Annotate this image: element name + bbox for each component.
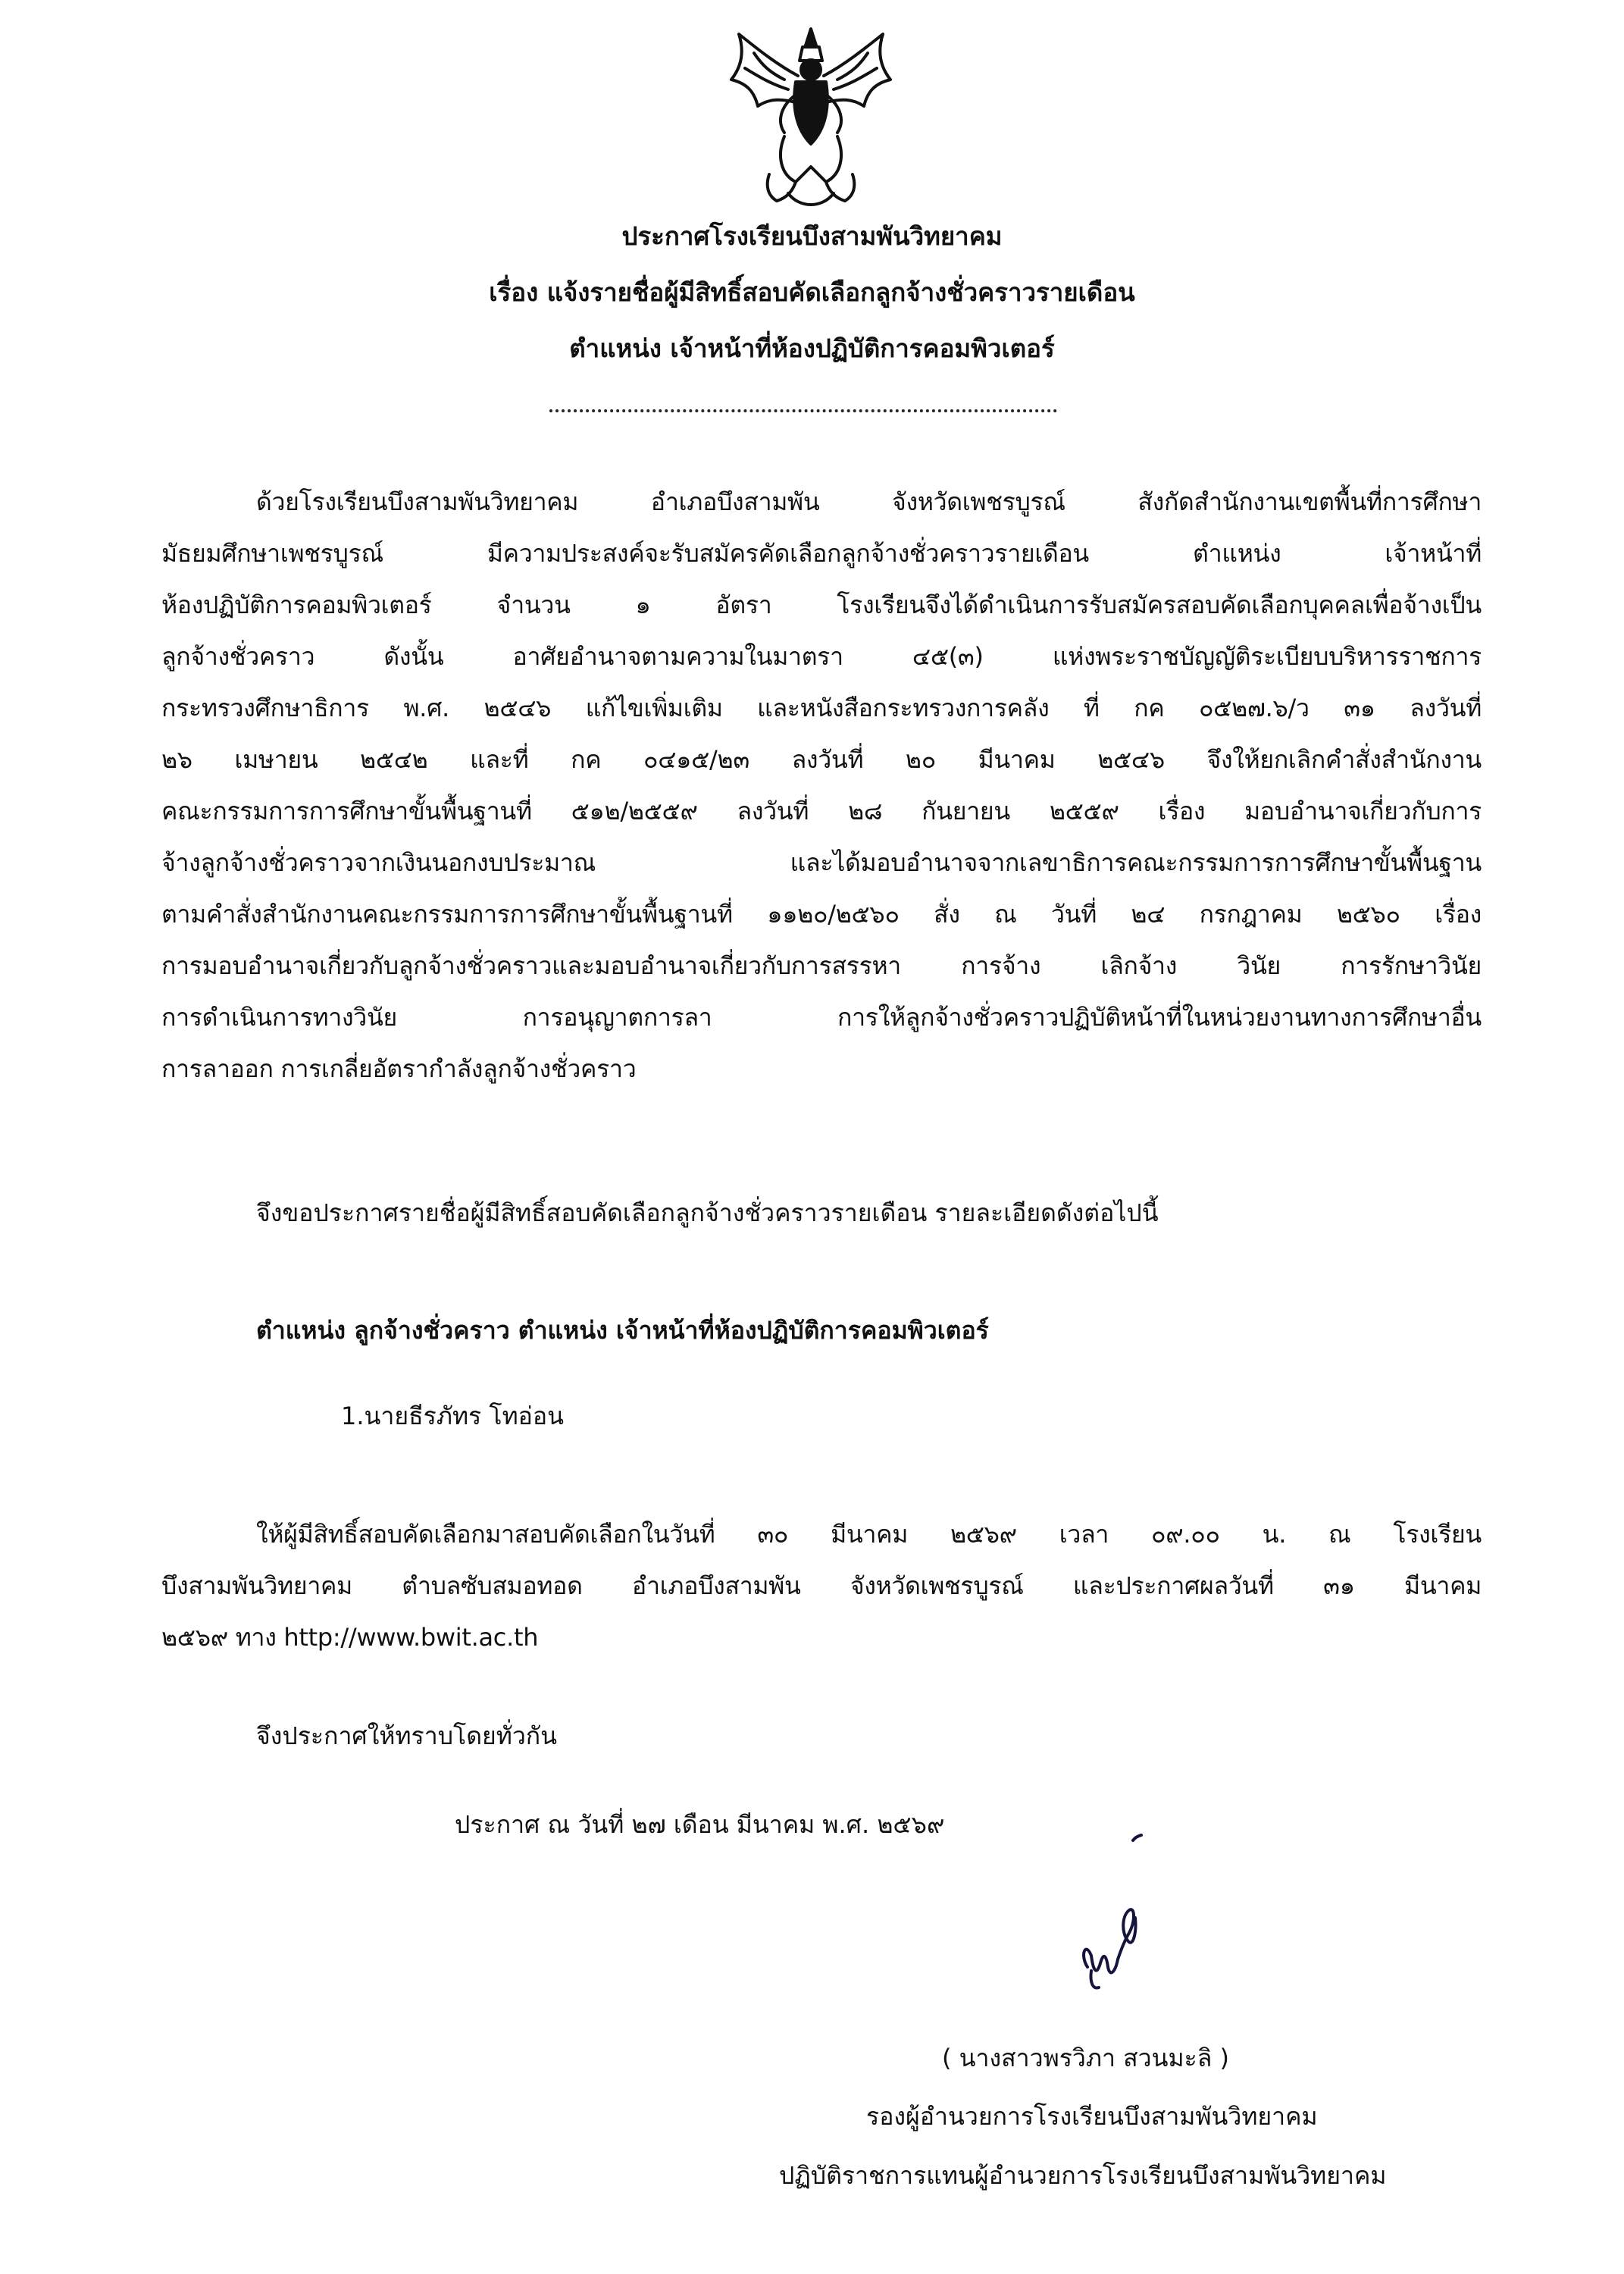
paragraph-line: จ้างลูกจ้างชั่วคราวจากเงินนอกงบประมาณ และได้มอบอำนาจจากเลขาธิการคณะกรรมการการศึกษาขั้นพื้นฐาน [161, 848, 1482, 877]
paragraph-line: ให้ผู้มีสิทธิ์สอบคัดเลือกมาสอบคัดเลือกในวันที่ ๓๐ มีนาคม ๒๕๖๙ เวลา ๐๙.๐๐ น. ณ โรงเรียน [256, 1520, 1482, 1549]
announcement-date: ประกาศ ณ วันที่ ๒๗ เดือน มีนาคม พ.ศ. ๒๕๖๙ [455, 1810, 945, 1839]
paragraph-line: คณะกรรมการการศึกษาขั้นพื้นฐานที่ ๕๑๒/๒๕๕๙ ลงวันที่ ๒๘ กันยายน ๒๕๕๙ เรื่อง มอบอำนาจเกี่ยวกับการ [161, 797, 1482, 825]
dotted-divider [549, 409, 1057, 412]
paragraph-line: ห้องปฏิบัติการคอมพิวเตอร์ จำนวน ๑ อัตรา โรงเรียนจึงได้ดำเนินการรับสมัครสอบคัดเลือกบุคคลเพื่อจ้างเป็น [161, 590, 1482, 619]
handwritten-signature-icon [1046, 1827, 1190, 2016]
position-heading: ตำแหน่ง ลูกจ้างชั่วคราว ตำแหน่ง เจ้าหน้าที่ห้องปฏิบัติการคอมพิวเตอร์ [256, 1316, 989, 1345]
announcement-title: ประกาศโรงเรียนบึงสามพันวิทยาคม [621, 221, 1003, 251]
paragraph-line: ด้วยโรงเรียนบึงสามพันวิทยาคม อำเภอบึงสามพัน จังหวัดเพชรบูรณ์ สังกัดสำนักงานเขตพื้นที่การศึกษา [256, 487, 1482, 516]
body-paragraph-3 [161, 1508, 1482, 1663]
body-paragraph-1 [161, 476, 1482, 1095]
paragraph-line: มัธยมศึกษาเพชรบูรณ์ มีความประสงค์จะรับสมัครคัดเลือกลูกจ้างชั่วคราวรายเดือน ตำแหน่ง เจ้าหน้าที่ [161, 539, 1482, 568]
signer-title: รองผู้อำนวยการโรงเรียนบึงสามพันวิทยาคม [866, 2102, 1318, 2131]
paragraph-line: การดำเนินการทางวินัย การอนุญาตการลา การให้ลูกจ้างชั่วคราวปฏิบัติหน้าที่ในหน่วยงานทางการศึกษาอื่น [161, 1003, 1482, 1032]
paragraph-line: ลูกจ้างชั่วคราว ดังนั้น อาศัยอำนาจตามความในมาตรา ๔๕(๓) แห่งพระราชบัญญัติระเบียบบริหารราชการ [161, 642, 1482, 671]
announcement-position: ตำแหน่ง เจ้าหน้าที่ห้องปฏิบัติการคอมพิวเตอร์ [569, 334, 1055, 363]
paragraph-line: กระทรวงศึกษาธิการ พ.ศ. ๒๕๔๖ แก้ไขเพิ่มเติม และหนังสือกระทรวงการคลัง ที่ กค ๐๕๒๗.๖/ว ๓๑ ลงวันที่ [161, 694, 1482, 722]
paragraph-line: ตามคำสั่งสำนักงานคณะกรรมการการศึกษาขั้นพื้นฐานที่ ๑๑๒๐/๒๕๖๐ สั่ง ณ วันที่ ๒๔ กรกฎาคม ๒๕๖๐ เรื่อง [161, 900, 1482, 929]
candidate-list-item: 1.นายธีรภัทร โทอ่อน [341, 1402, 564, 1430]
paragraph-line: บึงสามพันวิทยาคม ตำบลซับสมอทอด อำเภอบึงสามพัน จังหวัดเพชรบูรณ์ และประกาศผลวันที่ ๓๑ มีนาคม [161, 1571, 1482, 1600]
announcement-subject: เรื่อง แจ้งรายชื่อผู้มีสิทธิ์สอบคัดเลือกลูกจ้างชั่วคราวรายเดือน [489, 277, 1135, 307]
signer-name: ( นางสาวพรวิภา สวนมะลิ ) [942, 2044, 1229, 2072]
paragraph-line: ๒๕๖๙ ทาง http://www.bwit.ac.th [161, 1623, 539, 1652]
body-paragraph-2: จึงขอประกาศรายชื่อผู้มีสิทธิ์สอบคัดเลือกลูกจ้างชั่วคราวรายเดือน รายละเอียดดังต่อไปนี้ [256, 1198, 1159, 1227]
paragraph-line: การลาออก การเกลี่ยอัตรากำลังลูกจ้างชั่วคราว [161, 1054, 637, 1083]
closing-text: จึงประกาศให้ทราบโดยทั่วกัน [256, 1721, 558, 1750]
paragraph-line: การมอบอำนาจเกี่ยวกับลูกจ้างชั่วคราวและมอบอำนาจเกี่ยวกับการสรรหา การจ้าง เลิกจ้าง วินัย การรักษาวินัย [161, 951, 1482, 980]
garuda-emblem-icon [724, 23, 898, 212]
signer-acting-title: ปฏิบัติราชการแทนผู้อำนวยการโรงเรียนบึงสามพันวิทยาคม [779, 2161, 1387, 2190]
paragraph-line: ๒๖ เมษายน ๒๕๔๒ และที่ กค ๐๔๑๕/๒๓ ลงวันที่ ๒๐ มีนาคม ๒๕๔๖ จึงให้ยกเลิกคำสั่งสำนักงาน [161, 745, 1482, 774]
